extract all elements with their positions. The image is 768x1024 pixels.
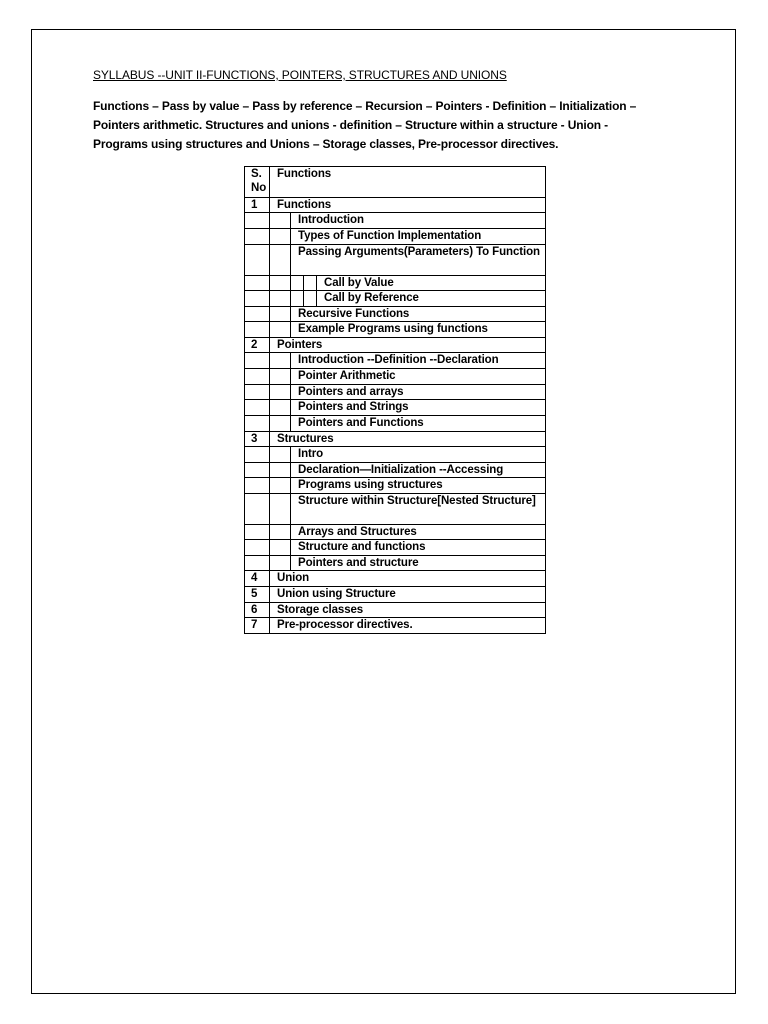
indent-rule (290, 228, 291, 244)
topic-item: Pointers and Strings (298, 401, 409, 413)
syllabus-title: SYLLABUS --UNIT II-FUNCTIONS, POINTERS, STRUCTURES AND UNIONS (93, 68, 507, 82)
table-rule (244, 633, 546, 634)
indent-rule (290, 275, 291, 290)
topic-item: Call by Reference (324, 292, 419, 304)
topic-item: Pointers and arrays (298, 386, 404, 398)
indent-rule (290, 368, 291, 384)
section-heading: Functions (277, 199, 332, 211)
indent-rule (290, 493, 291, 524)
topic-item: Structure and functions (298, 541, 426, 553)
topic-item: Introduction (298, 214, 364, 226)
indent-rule (290, 555, 291, 570)
topic-item: Pointer Arithmetic (298, 370, 396, 382)
indent-rule (290, 290, 291, 306)
indent-rule (290, 306, 291, 321)
indent-rule (290, 415, 291, 431)
row-number: 1 (251, 199, 258, 211)
header-topic: Functions (277, 168, 332, 180)
table-border (545, 166, 546, 634)
topic-item: Structure within Structure[Nested Structure] (298, 495, 536, 507)
table-border (244, 166, 245, 634)
topic-item: Declaration—Initialization --Accessing (298, 464, 504, 476)
row-number: 3 (251, 433, 258, 445)
topic-item: Call by Value (324, 277, 394, 289)
section-heading: Union (277, 572, 310, 584)
indent-rule (290, 524, 291, 539)
indent-rule (303, 275, 304, 290)
topic-item: Pointers and Functions (298, 417, 424, 429)
indent-rule (290, 446, 291, 462)
topic-item: Introduction --Definition --Declaration (298, 354, 499, 366)
topic-item: Arrays and Structures (298, 526, 417, 538)
indent-rule (290, 352, 291, 368)
row-number: 5 (251, 588, 258, 600)
syllabus-intro (93, 97, 673, 154)
topic-item: Types of Function Implementation (298, 230, 482, 242)
topic-item: Example Programs using functions (298, 323, 488, 335)
header-sno: S. No (251, 168, 267, 194)
row-number: 4 (251, 572, 258, 584)
indent-rule (290, 462, 291, 477)
table-column-rule (269, 166, 270, 634)
topic-item: Programs using structures (298, 479, 443, 491)
intro-line: Functions – Pass by value – Pass by reference – Recursion – Pointers - Definition – Initialization – (93, 99, 637, 113)
section-heading: Pre-processor directives. (277, 619, 413, 631)
indent-rule (290, 212, 291, 228)
section-heading: Union using Structure (277, 588, 396, 600)
intro-line: Pointers arithmetic. Structures and unions - definition – Structure within a structure - Union - (93, 118, 608, 132)
indent-rule (290, 539, 291, 555)
row-number: 7 (251, 619, 258, 631)
row-number: 6 (251, 604, 258, 616)
indent-rule (316, 290, 317, 306)
intro-line: Programs using structures and Unions – Storage classes, Pre-processor directives. (93, 137, 559, 151)
indent-rule (290, 244, 291, 275)
indent-rule (290, 321, 291, 337)
topics-table (244, 166, 546, 634)
section-heading: Structures (277, 433, 334, 445)
indent-rule (316, 275, 317, 290)
topic-item: Intro (298, 448, 324, 460)
section-heading: Pointers (277, 339, 323, 351)
topic-item: Passing Arguments(Parameters) To Function (298, 246, 540, 258)
indent-rule (290, 384, 291, 399)
indent-rule (303, 290, 304, 306)
section-heading: Storage classes (277, 604, 364, 616)
row-number: 2 (251, 339, 258, 351)
indent-rule (290, 399, 291, 415)
topic-item: Recursive Functions (298, 308, 410, 320)
indent-rule (290, 477, 291, 493)
topic-item: Pointers and structure (298, 557, 419, 569)
